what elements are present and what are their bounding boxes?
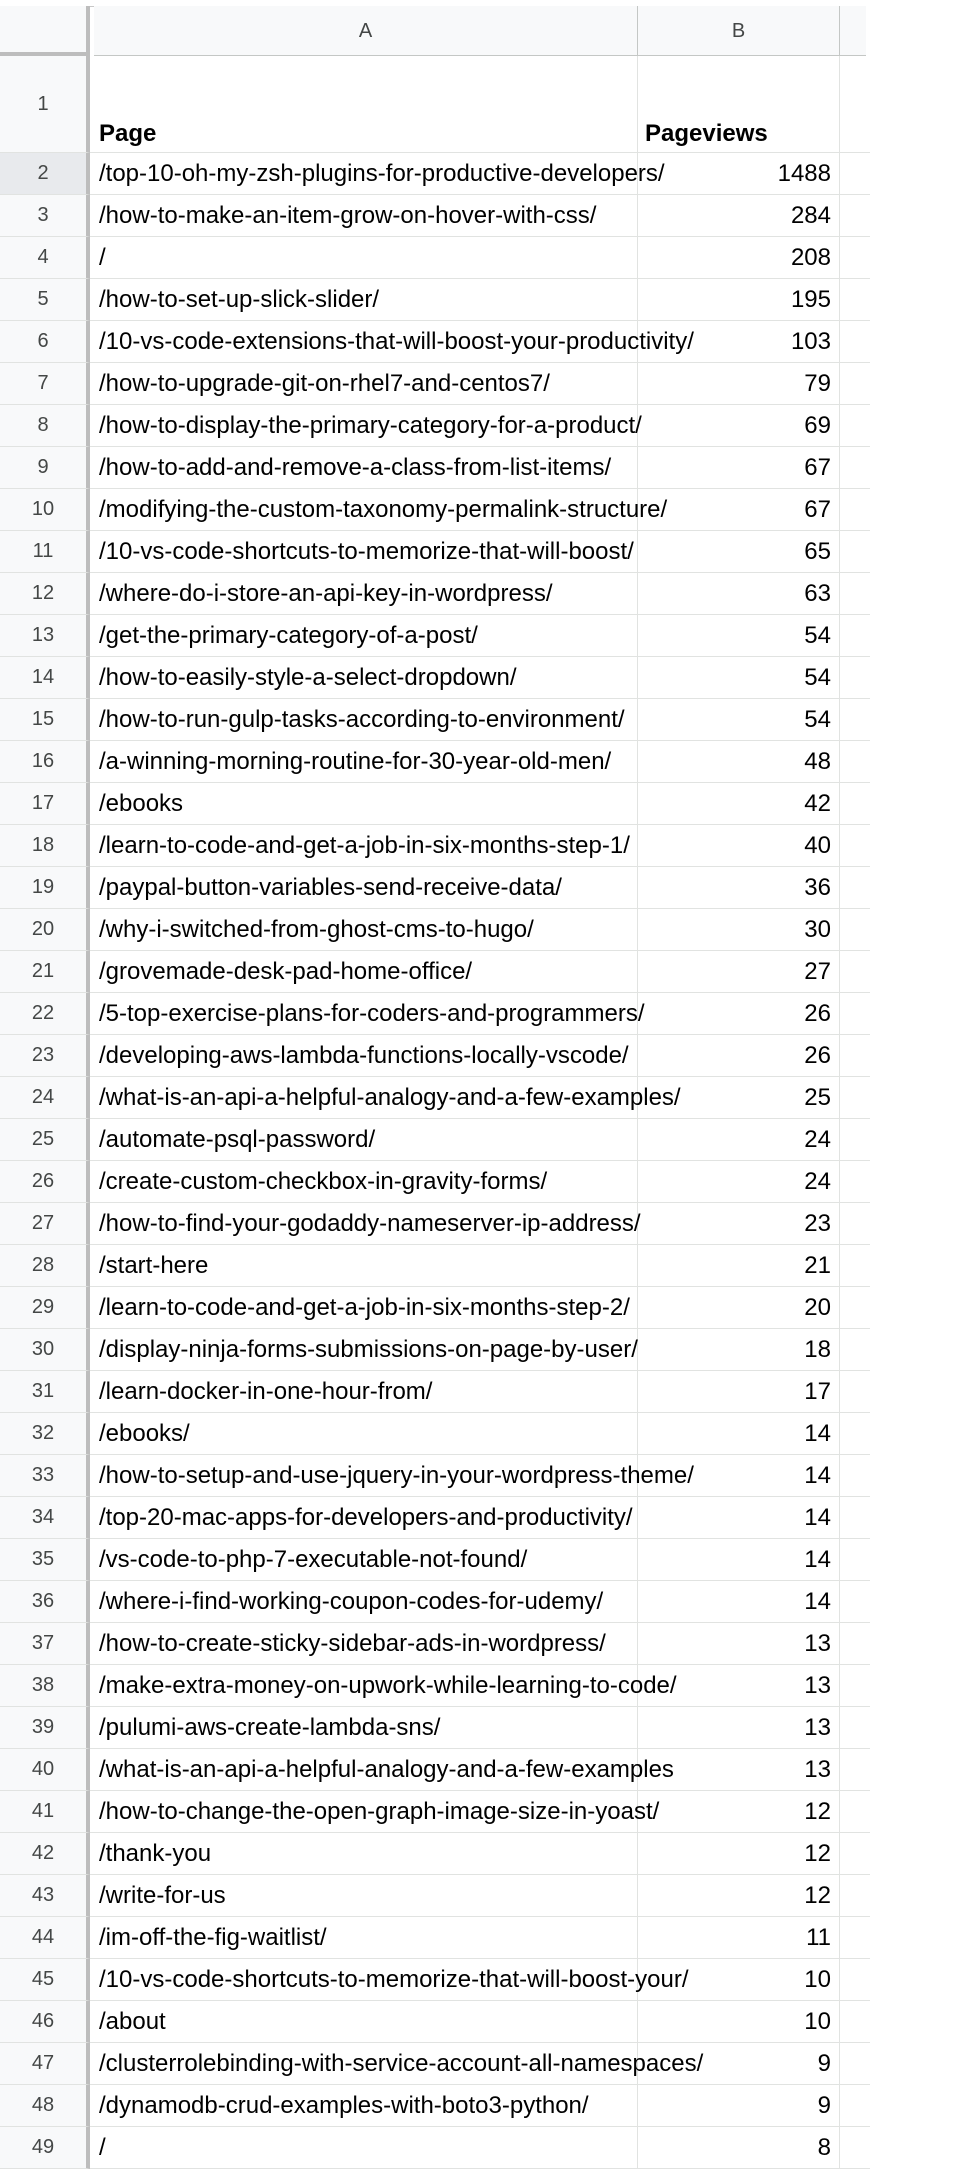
empty-cell[interactable] [840,1833,870,1875]
row-number[interactable]: 38 [0,1665,90,1707]
empty-cell[interactable] [840,867,870,909]
cell-page[interactable]: /how-to-change-the-open-graph-image-size-in-yoast/ [90,1791,638,1833]
cell-pageviews[interactable]: 11 [638,1917,840,1959]
row-number[interactable]: 47 [0,2043,90,2085]
cell-pageviews[interactable]: 13 [638,1665,840,1707]
cell-pageviews[interactable]: 24 [638,1161,840,1203]
cell-page[interactable]: /what-is-an-api-a-helpful-analogy-and-a-few-examples [90,1749,638,1791]
cell-pageviews[interactable]: 69 [638,405,840,447]
cell-page[interactable]: /start-here [90,1245,638,1287]
sheet-grid [0,56,866,2169]
row-number[interactable]: 5 [0,279,90,321]
empty-cell[interactable] [840,2001,870,2043]
empty-cell[interactable] [840,531,870,573]
cell-page[interactable]: /create-custom-checkbox-in-gravity-forms/ [90,1161,638,1203]
row-number[interactable]: 18 [0,825,90,867]
cell-pageviews[interactable]: 17 [638,1371,840,1413]
empty-cell[interactable] [840,1959,870,2001]
cell-page[interactable]: /grovemade-desk-pad-home-office/ [90,951,638,993]
cell-page[interactable]: /ebooks/ [90,1413,638,1455]
cell-page[interactable]: /how-to-add-and-remove-a-class-from-list-items/ [90,447,638,489]
table-row [0,1959,866,2001]
cell-page[interactable]: /developing-aws-lambda-functions-locally-vscode/ [90,1035,638,1077]
empty-cell[interactable] [840,1539,870,1581]
cell-pageviews[interactable]: 12 [638,1875,840,1917]
cell-page[interactable]: /get-the-primary-category-of-a-post/ [90,615,638,657]
cell-page[interactable]: /how-to-create-sticky-sidebar-ads-in-wordpress/ [90,1623,638,1665]
cell-pageviews[interactable]: 79 [638,363,840,405]
empty-cell[interactable] [840,447,870,489]
select-all-corner[interactable] [0,6,90,56]
row-number[interactable]: 25 [0,1119,90,1161]
empty-cell[interactable] [840,1077,870,1119]
cell-page[interactable]: /10-vs-code-shortcuts-to-memorize-that-will-boost/ [90,531,638,573]
table-row [0,1203,866,1245]
table-row [0,1833,866,1875]
empty-cell[interactable] [840,1161,870,1203]
empty-cell[interactable] [840,1581,870,1623]
cell-pageviews[interactable]: 48 [638,741,840,783]
empty-cell[interactable] [840,615,870,657]
table-row [0,1497,866,1539]
table-row [0,993,866,1035]
empty-cell[interactable] [840,1665,870,1707]
empty-cell[interactable] [840,2127,870,2169]
table-row [0,1455,866,1497]
row-number[interactable]: 17 [0,783,90,825]
header-cell-page[interactable]: Page [90,56,638,153]
empty-cell[interactable] [840,1875,870,1917]
cell-pageviews[interactable]: 65 [638,531,840,573]
empty-cell[interactable] [840,1245,870,1287]
row-number[interactable]: 29 [0,1287,90,1329]
cell-page[interactable]: /a-winning-morning-routine-for-30-year-old-men/ [90,741,638,783]
cell-pageviews[interactable]: 27 [638,951,840,993]
table-row [0,279,866,321]
cell-page[interactable]: /how-to-run-gulp-tasks-according-to-environment/ [90,699,638,741]
cell-page[interactable]: /how-to-display-the-primary-category-for-a-product/ [90,405,638,447]
table-row [0,1707,866,1749]
cell-page[interactable]: /automate-psql-password/ [90,1119,638,1161]
cell-page[interactable]: /top-20-mac-apps-for-developers-and-productivity/ [90,1497,638,1539]
empty-cell[interactable] [840,489,870,531]
row-number[interactable]: 7 [0,363,90,405]
cell-pageviews[interactable]: 208 [638,237,840,279]
empty-cell[interactable] [840,195,870,237]
row-number[interactable]: 20 [0,909,90,951]
cell-pageviews[interactable]: 42 [638,783,840,825]
empty-cell[interactable] [840,1455,870,1497]
row-number[interactable]: 26 [0,1161,90,1203]
empty-cell[interactable] [840,1917,870,1959]
cell-pageviews[interactable]: 18 [638,1329,840,1371]
cell-page[interactable]: /why-i-switched-from-ghost-cms-to-hugo/ [90,909,638,951]
row-number[interactable]: 24 [0,1077,90,1119]
cell-page[interactable]: /clusterrolebinding-with-service-account-all-namespaces/ [90,2043,638,2085]
cell-page[interactable]: /10-vs-code-shortcuts-to-memorize-that-will-boost-your/ [90,1959,638,2001]
table-row [0,1329,866,1371]
table-row [0,2043,866,2085]
cell-page[interactable]: /paypal-button-variables-send-receive-data/ [90,867,638,909]
table-row [0,2001,866,2043]
table-row [0,405,866,447]
cell-pageviews[interactable]: 12 [638,1791,840,1833]
cell-pageviews[interactable]: 20 [638,1287,840,1329]
empty-cell[interactable] [840,1203,870,1245]
empty-cell[interactable] [840,993,870,1035]
cell-pageviews[interactable]: 13 [638,1707,840,1749]
table-row [0,531,866,573]
cell-page[interactable]: /where-i-find-working-coupon-codes-for-udemy/ [90,1581,638,1623]
row-number[interactable]: 3 [0,195,90,237]
table-row [0,2085,866,2127]
empty-cell[interactable] [840,237,870,279]
table-row [0,615,866,657]
column-header-b[interactable]: B [638,6,840,56]
column-header-row [94,6,866,56]
empty-cell[interactable] [840,657,870,699]
row-number[interactable]: 21 [0,951,90,993]
cell-pageviews[interactable]: 10 [638,2001,840,2043]
table-row [0,1287,866,1329]
empty-cell[interactable] [840,909,870,951]
row-number[interactable]: 36 [0,1581,90,1623]
empty-cell[interactable] [840,2043,870,2085]
row-number[interactable]: 15 [0,699,90,741]
row-number[interactable]: 44 [0,1917,90,1959]
empty-cell[interactable] [840,1287,870,1329]
cell-page[interactable]: /ebooks [90,783,638,825]
table-row [0,657,866,699]
row-number[interactable]: 49 [0,2127,90,2169]
empty-cell[interactable] [840,1035,870,1077]
empty-cell[interactable] [840,1329,870,1371]
cell-pageviews[interactable]: 40 [638,825,840,867]
row-number[interactable]: 23 [0,1035,90,1077]
cell-pageviews[interactable]: 10 [638,1959,840,2001]
cell-page[interactable]: /learn-to-code-and-get-a-job-in-six-months-step-2/ [90,1287,638,1329]
row-number[interactable]: 35 [0,1539,90,1581]
cell-pageviews[interactable]: 24 [638,1119,840,1161]
empty-cell[interactable] [840,1623,870,1665]
row-number[interactable]: 16 [0,741,90,783]
table-row [0,363,866,405]
empty-cell[interactable] [840,1791,870,1833]
cell-pageviews[interactable]: 14 [638,1539,840,1581]
table-row [0,1791,866,1833]
row-number[interactable]: 30 [0,1329,90,1371]
cell-page[interactable]: /top-10-oh-my-zsh-plugins-for-productive-developers/ [90,153,638,195]
row-number[interactable]: 43 [0,1875,90,1917]
row-number[interactable]: 8 [0,405,90,447]
row-number[interactable]: 4 [0,237,90,279]
row-number[interactable]: 11 [0,531,90,573]
cell-pageviews[interactable]: 67 [638,447,840,489]
cell-page[interactable]: /10-vs-code-extensions-that-will-boost-your-productivity/ [90,321,638,363]
cell-pageviews[interactable]: 14 [638,1455,840,1497]
cell-page[interactable]: /about [90,2001,638,2043]
empty-cell[interactable] [840,321,870,363]
column-header-c[interactable] [840,6,966,56]
table-row [0,867,866,909]
empty-cell[interactable] [840,741,870,783]
cell-pageviews[interactable]: 25 [638,1077,840,1119]
table-row [0,1623,866,1665]
table-row [0,1077,866,1119]
cell-page[interactable]: /how-to-find-your-godaddy-nameserver-ip-address/ [90,1203,638,1245]
cell-pageviews[interactable]: 54 [638,657,840,699]
empty-cell[interactable] [840,56,870,153]
cell-page[interactable]: /thank-you [90,1833,638,1875]
cell-page[interactable]: /where-do-i-store-an-api-key-in-wordpress/ [90,573,638,615]
cell-pageviews[interactable]: 1488 [638,153,840,195]
empty-cell[interactable] [840,279,870,321]
row-number[interactable]: 9 [0,447,90,489]
row-number[interactable]: 10 [0,489,90,531]
row-number[interactable]: 45 [0,1959,90,2001]
cell-pageviews[interactable]: 195 [638,279,840,321]
table-row [0,321,866,363]
row-number[interactable]: 31 [0,1371,90,1413]
cell-pageviews[interactable]: 12 [638,1833,840,1875]
row-number[interactable]: 32 [0,1413,90,1455]
cell-pageviews[interactable]: 9 [638,2043,840,2085]
cell-page[interactable]: /learn-to-code-and-get-a-job-in-six-months-step-1/ [90,825,638,867]
empty-cell[interactable] [840,1413,870,1455]
cell-pageviews[interactable]: 9 [638,2085,840,2127]
row-number[interactable]: 46 [0,2001,90,2043]
cell-pageviews[interactable]: 54 [638,699,840,741]
cell-page[interactable]: /what-is-an-api-a-helpful-analogy-and-a-few-examples/ [90,1077,638,1119]
cell-page[interactable]: /pulumi-aws-create-lambda-sns/ [90,1707,638,1749]
cell-page[interactable]: /write-for-us [90,1875,638,1917]
table-row [0,1035,866,1077]
table-row [0,699,866,741]
cell-page[interactable]: /5-top-exercise-plans-for-coders-and-programmers/ [90,993,638,1035]
cell-pageviews[interactable]: 14 [638,1413,840,1455]
empty-cell[interactable] [840,363,870,405]
row-number[interactable]: 13 [0,615,90,657]
empty-cell[interactable] [840,699,870,741]
row-number[interactable]: 22 [0,993,90,1035]
cell-page[interactable]: /vs-code-to-php-7-executable-not-found/ [90,1539,638,1581]
table-row [0,1539,866,1581]
cell-page[interactable]: /how-to-easily-style-a-select-dropdown/ [90,657,638,699]
table-row [0,1413,866,1455]
cell-page[interactable]: /how-to-setup-and-use-jquery-in-your-wordpress-theme/ [90,1455,638,1497]
column-header-a[interactable]: A [94,6,638,56]
row-number[interactable]: 40 [0,1749,90,1791]
cell-pageviews[interactable]: 14 [638,1497,840,1539]
row-number[interactable]: 34 [0,1497,90,1539]
row-number[interactable]: 6 [0,321,90,363]
table-row [0,153,866,195]
table-row [0,909,866,951]
cell-page[interactable]: / [90,2127,638,2169]
cell-pageviews[interactable]: 63 [638,573,840,615]
header-cell-pageviews[interactable]: Pageviews [638,56,840,153]
cell-page[interactable]: /modifying-the-custom-taxonomy-permalink-structure/ [90,489,638,531]
cell-pageviews[interactable]: 103 [638,321,840,363]
row-number[interactable]: 41 [0,1791,90,1833]
row-number[interactable]: 37 [0,1623,90,1665]
table-row [0,195,866,237]
empty-cell[interactable] [840,1497,870,1539]
table-row [0,573,866,615]
table-row [0,489,866,531]
cell-page[interactable]: /how-to-upgrade-git-on-rhel7-and-centos7/ [90,363,638,405]
table-row [0,1245,866,1287]
empty-cell[interactable] [840,405,870,447]
cell-pageviews[interactable]: 8 [638,2127,840,2169]
table-row [0,1875,866,1917]
row-number[interactable]: 33 [0,1455,90,1497]
row-number[interactable]: 12 [0,573,90,615]
table-row [0,1581,866,1623]
row-number[interactable]: 39 [0,1707,90,1749]
empty-cell[interactable] [840,783,870,825]
cell-pageviews[interactable]: 26 [638,993,840,1035]
table-row [0,1161,866,1203]
table-row [0,447,866,489]
empty-cell[interactable] [840,951,870,993]
cell-page[interactable]: /learn-docker-in-one-hour-from/ [90,1371,638,1413]
empty-cell[interactable] [840,573,870,615]
cell-pageviews[interactable]: 284 [638,195,840,237]
cell-pageviews[interactable]: 54 [638,615,840,657]
row-number[interactable]: 28 [0,1245,90,1287]
row-number[interactable]: 48 [0,2085,90,2127]
cell-page[interactable]: /how-to-set-up-slick-slider/ [90,279,638,321]
table-row [0,2127,866,2169]
table-header-row [0,56,866,153]
row-number[interactable]: 42 [0,1833,90,1875]
cell-pageviews[interactable]: 67 [638,489,840,531]
cell-pageviews[interactable]: 13 [638,1749,840,1791]
table-row [0,1749,866,1791]
cell-page[interactable]: /how-to-make-an-item-grow-on-hover-with-css/ [90,195,638,237]
table-row [0,1119,866,1161]
cell-pageviews[interactable]: 30 [638,909,840,951]
cell-page[interactable]: /im-off-the-fig-waitlist/ [90,1917,638,1959]
row-number[interactable]: 14 [0,657,90,699]
cell-pageviews[interactable]: 13 [638,1623,840,1665]
table-row [0,1917,866,1959]
row-number[interactable]: 2 [0,153,90,195]
table-row [0,783,866,825]
table-row [0,825,866,867]
cell-pageviews[interactable]: 14 [638,1581,840,1623]
cell-page[interactable]: /display-ninja-forms-submissions-on-page-by-user/ [90,1329,638,1371]
table-row [0,951,866,993]
cell-page[interactable]: /make-extra-money-on-upwork-while-learning-to-code/ [90,1665,638,1707]
cell-pageviews[interactable]: 26 [638,1035,840,1077]
cell-page[interactable]: /dynamodb-crud-examples-with-boto3-python/ [90,2085,638,2127]
empty-cell[interactable] [840,1749,870,1791]
empty-cell[interactable] [840,1707,870,1749]
table-row [0,237,866,279]
table-row [0,1371,866,1413]
row-number[interactable]: 19 [0,867,90,909]
table-row [0,741,866,783]
empty-cell[interactable] [840,1371,870,1413]
empty-cell[interactable] [840,825,870,867]
empty-cell[interactable] [840,1119,870,1161]
row-number[interactable]: 1 [0,56,90,153]
empty-cell[interactable] [840,153,870,195]
cell-pageviews[interactable]: 21 [638,1245,840,1287]
row-number[interactable]: 27 [0,1203,90,1245]
cell-pageviews[interactable]: 23 [638,1203,840,1245]
empty-cell[interactable] [840,2085,870,2127]
table-row [0,1665,866,1707]
cell-pageviews[interactable]: 36 [638,867,840,909]
cell-page[interactable]: / [90,237,638,279]
